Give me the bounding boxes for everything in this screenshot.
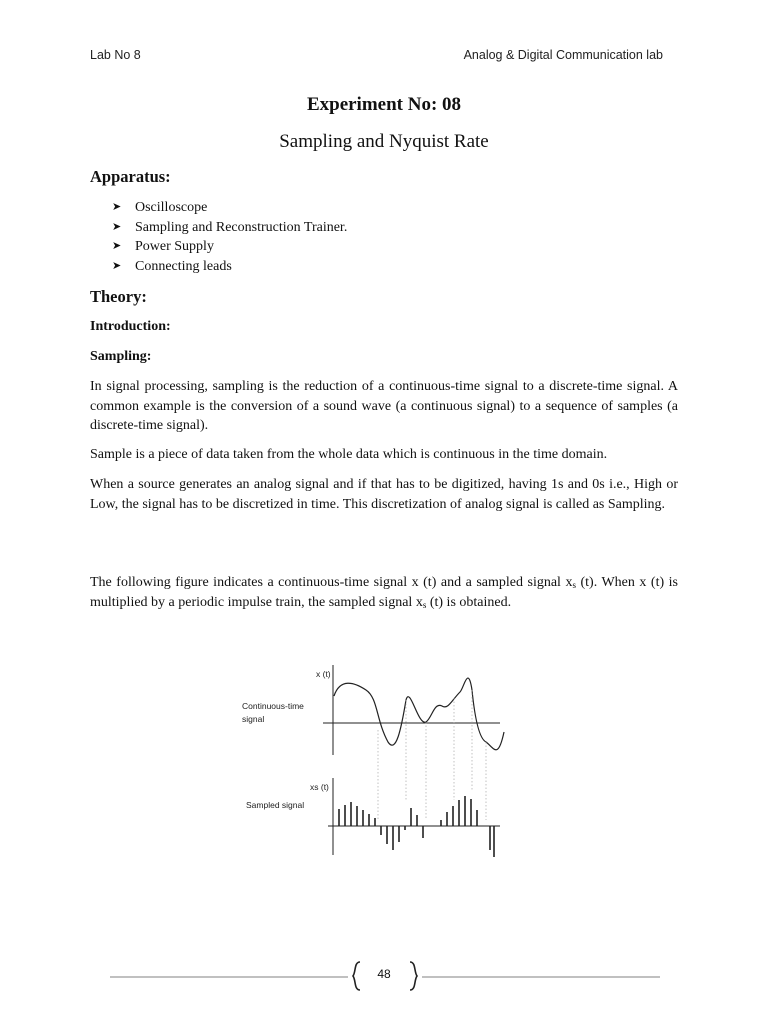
paragraph-figure-intro: The following figure indicates a continuous-time signal x (t) and a sampled signal $x_s$ (t). When x (t) is multiplied by a periodic impulse train, the sampled signal $x_s$ (t) is obtained. — [90, 575, 678, 610]
continuous-signal-curve — [334, 678, 504, 750]
page-title: Experiment No: 08 — [306, 94, 462, 115]
sampling-heading: Sampling: — [90, 349, 152, 364]
header-course-title: Analog & Digital Communication lab — [463, 48, 663, 62]
paragraph-sample-definition: Sample is a piece of data taken from the whole data which is continuous in the time domain. — [90, 447, 608, 462]
list-item: ➤ Oscilloscope — [112, 198, 347, 218]
sampling-figure — [228, 660, 528, 865]
xs-t-label: xs (t) — [310, 782, 329, 792]
arrow-bullet-icon: ➤ — [112, 220, 122, 233]
apparatus-list — [112, 198, 347, 276]
list-item: ➤ Power Supply — [112, 237, 347, 257]
sample-guide-lines — [378, 690, 486, 820]
paragraph-sampling-definition: In signal processing, sampling is the reduction of a continuous-time signal to a discrete-time signal. A common example is the conversion of a sound wave (a continuous signal) to a sequence of samples (a discrete-time signal). — [90, 379, 678, 433]
continuous-label-line2: signal — [242, 714, 265, 724]
page-number: 48 — [377, 967, 391, 981]
theory-heading: Theory: — [90, 287, 147, 306]
introduction-heading: Introduction: — [90, 319, 171, 334]
list-item: ➤ Connecting leads — [112, 257, 347, 277]
list-item: ➤ Sampling and Reconstruction Trainer. — [112, 218, 347, 238]
continuous-label-line1: Continuous-time — [242, 701, 304, 711]
arrow-bullet-icon: ➤ — [112, 201, 122, 213]
arrow-bullet-icon: ➤ — [112, 259, 122, 272]
x-t-label: x (t) — [316, 669, 331, 679]
header-lab-number: Lab No 8 — [90, 48, 141, 62]
page-subtitle: Sampling and Nyquist Rate — [279, 131, 489, 152]
paragraph-discretization: When a source generates an analog signal and if that has to be digitized, having 1s and 0s i.e., High or Low, the signal has to be discretized in time. This discretization of analog signal is called as Sampling. — [90, 477, 678, 512]
sampled-signal-label: Sampled signal — [246, 800, 305, 810]
apparatus-heading: Apparatus: — [90, 167, 171, 186]
arrow-bullet-icon: ➤ — [112, 240, 122, 252]
